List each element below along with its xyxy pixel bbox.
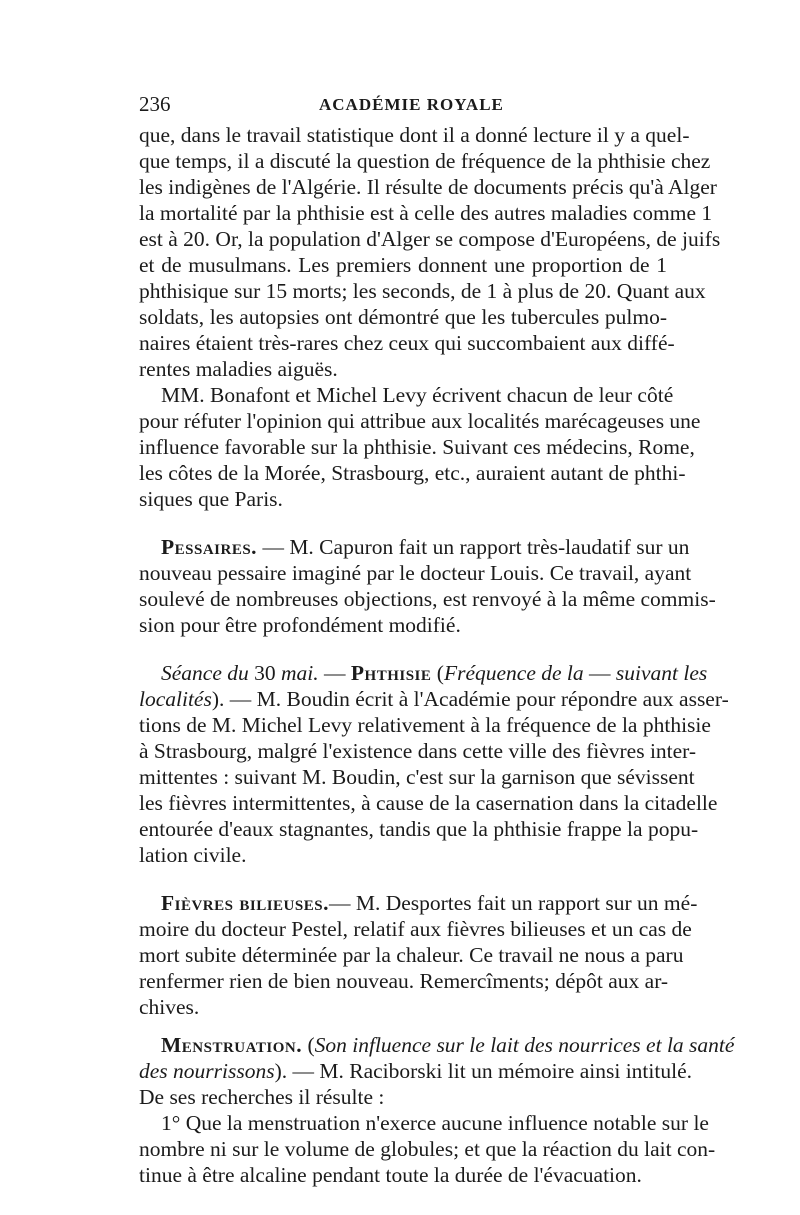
- paragraph-phthisie-algerie: [139, 122, 721, 382]
- paragraph-seance-phthisie: [139, 660, 729, 868]
- text-line: pour réfuter l'opinion qui attribue aux localités marécageuses une: [139, 409, 701, 433]
- text-line: [139, 660, 708, 686]
- text-line: moire du docteur Pestel, relatif aux fièvres bilieuses et un cas de: [139, 917, 692, 941]
- text-line: à Strasbourg, malgré l'existence dans cette ville des fièvres inter-: [139, 739, 697, 763]
- text-line: tions de M. Michel Levy relativement à la fréquence de la phthisie: [139, 713, 711, 737]
- seance-month: mai.: [281, 661, 319, 685]
- subtitle: des nourrissons: [139, 1059, 275, 1083]
- text-line: phthisique sur 15 morts; les seconds, de 1 à plus de 20. Quant aux: [139, 279, 706, 303]
- text-run: — M. Desportes fait un rapport sur un mé-: [328, 891, 698, 915]
- text-run: ). — M. Raciborski lit un mémoire ainsi intitulé.: [274, 1059, 692, 1083]
- text-run: (: [431, 661, 444, 685]
- text-line: De ses recherches il résulte :: [139, 1085, 385, 1109]
- text-line: [139, 686, 729, 712]
- text-line: siques que Paris.: [139, 487, 283, 511]
- seance-label: Séance du: [161, 661, 249, 685]
- text-line: renfermer rien de bien nouveau. Remercîments; dépôt aux ar-: [139, 969, 669, 993]
- text-line: lation civile.: [139, 843, 247, 867]
- subtitle: Fréquence de la: [443, 661, 584, 685]
- page-number: 236: [139, 92, 171, 116]
- text-run: —: [318, 661, 351, 685]
- section-heading: Pessaires.: [161, 535, 258, 559]
- text-run: ). — M. Boudin écrit à l'Académie pour répondre aux asser-: [211, 687, 729, 711]
- text-line: naires étaient très-rares chez ceux qui succombaient aux diffé-: [139, 331, 675, 355]
- section-heading: Phthisie: [350, 661, 432, 685]
- text-line: [139, 890, 698, 916]
- text-line: sion pour être profondément modifié.: [139, 613, 461, 637]
- seance-date: 30: [248, 661, 282, 685]
- text-run: —: [583, 661, 616, 685]
- text-run: — M. Capuron fait un rapport très-laudatif sur un: [257, 535, 690, 559]
- paragraph-menstruation: [139, 1032, 735, 1110]
- page-header: [139, 92, 667, 122]
- text-line: les fièvres intermittentes, à cause de la casernation dans la citadelle: [139, 791, 718, 815]
- text-line: chives.: [139, 995, 200, 1019]
- subtitle: localités: [139, 687, 212, 711]
- text-line: mittentes : suivant M. Boudin, c'est sur la garnison que sévissent: [139, 765, 695, 789]
- text-line: nouveau pessaire imaginé par le docteur Louis. Ce travail, ayant: [139, 561, 692, 585]
- section-heading: Fièvres bilieuses.: [161, 891, 329, 915]
- text-run: (: [302, 1033, 315, 1057]
- running-head: ACADÉMIE ROYALE: [319, 95, 504, 114]
- text-line: nombre ni sur le volume de globules; et que la réaction du lait con-: [139, 1137, 716, 1161]
- text-line: rentes maladies aiguës.: [139, 357, 338, 381]
- paragraph-pessaires: [139, 534, 716, 638]
- text-line: et de musulmans. Les premiers donnent une proportion de 1: [139, 253, 667, 277]
- text-line: les côtes de la Morée, Strasbourg, etc., auraient autant de phthi-: [139, 461, 686, 485]
- text-line: [139, 1032, 735, 1058]
- text-line: [139, 1058, 692, 1084]
- text-line: mort subite déterminée par la chaleur. Ce travail ne nous a paru: [139, 943, 684, 967]
- paragraph-bonafont-levy: [139, 382, 701, 512]
- text-line: 1° Que la menstruation n'exerce aucune influence notable sur le: [161, 1111, 709, 1135]
- text-line: est à 20. Or, la population d'Alger se compose d'Européens, de juifs: [139, 227, 721, 251]
- text-line: entourée d'eaux stagnantes, tandis que la phthisie frappe la popu-: [139, 817, 699, 841]
- text-line: soldats, les autopsies ont démontré que les tubercules pulmo-: [139, 305, 667, 329]
- text-line: influence favorable sur la phthisie. Suivant ces médecins, Rome,: [139, 435, 695, 459]
- text-line: [139, 534, 690, 560]
- subtitle: suivant les: [615, 661, 708, 685]
- subtitle: Son influence sur le lait des nourrices et la santé: [314, 1033, 735, 1057]
- text-line: la mortalité par la phthisie est à celle des autres maladies comme 1: [139, 201, 713, 225]
- paragraph-fievres-bilieuses: [139, 890, 698, 1020]
- text-line: MM. Bonafont et Michel Levy écrivent chacun de leur côté: [161, 383, 674, 407]
- text-line: que temps, il a discuté la question de fréquence de la phthisie chez: [139, 149, 711, 173]
- page-body: [139, 122, 735, 1188]
- text-line: tinue à être alcaline pendant toute la durée de l'évacuation.: [139, 1163, 642, 1187]
- text-line: que, dans le travail statistique dont il a donné lecture il y a quel-: [139, 123, 690, 147]
- text-line: les indigènes de l'Algérie. Il résulte de documents précis qu'à Alger: [139, 175, 717, 199]
- section-heading: Menstruation.: [161, 1033, 303, 1057]
- paragraph-resultat-1: [139, 1110, 716, 1188]
- text-line: soulevé de nombreuses objections, est renvoyé à la même commis-: [139, 587, 716, 611]
